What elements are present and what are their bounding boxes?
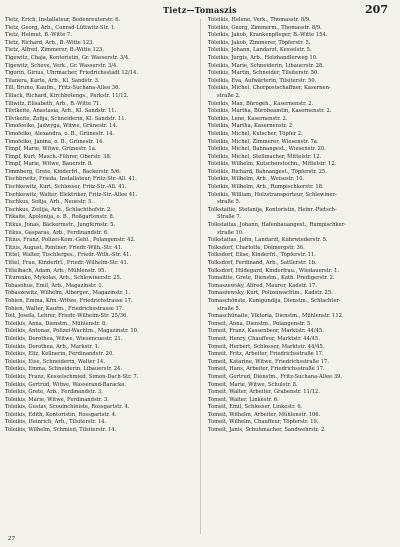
- directory-entry: Tittel, Frau, Kinderfrl., Friedr.-Wilhelm-Str. 41.: [5, 260, 129, 266]
- directory-entry: Tomaszewsky, Kurt, Polizeiwachtm., Kadstr. 25.: [208, 290, 333, 297]
- directory-entry: Toleikis, Johann, Landarzt, Kesselstr. 5.: [208, 47, 312, 54]
- directory-entry: Timpf, Marie, Witwe, Grünestr. 1a.: [5, 146, 97, 153]
- directory-entry: Tomaschönste, Kunigundija, Dienstm., Schlachter-: [208, 297, 341, 304]
- directory-entry: Tillack, Richard, Kirchbotengs., Parkstr. 11/12.: [5, 92, 129, 99]
- directory-entry: Toleikis, Gustav, Scouinchiniste, Rossgartstr. 4.: [5, 404, 130, 411]
- directory-entry: Tietz, Erich, Installateur, Bodenreuterstr. 6.: [5, 17, 121, 23]
- directory-entry: Toleikis, Richard, Bahnangest., Töpferstr. 25.: [208, 168, 327, 175]
- directory-entry: Toleikis, William, Holzstransporteur, Schlewiner-: [208, 191, 337, 198]
- left-column: [5, 17, 191, 435]
- directory-entry: Toleikis, Martha, Bürobeamtin, Kasernenstr. 2.: [208, 108, 332, 115]
- directory-entry: Tilanera, Karte, Arb., Kl. Sandstr. 3.: [5, 77, 100, 84]
- directory-entry: Tilvikeite, Zofija, Schneiderin, Kl. Sandstr. 11.: [5, 115, 127, 122]
- directory-entry: Tischkewitz, Kurt, Schlosser, Fritz-Str.-All. 41.: [5, 184, 127, 191]
- directory-entry: Toleikis, Eva, Aufwärterin, Tilsiterstr. 50.: [208, 77, 317, 84]
- page-number: 207: [365, 3, 388, 16]
- directory-entry-continuation: straße 5.: [217, 305, 241, 312]
- directory-entry: Tomeit, Walter, Linkestr. 6.: [208, 396, 279, 403]
- directory-entry: Tomeit, Marie, Witwe, Schulstr. 8.: [208, 381, 298, 388]
- directory-entry: Tomeit, Gertrud, Dienstm., Fritz-Suchana-Allee 39.: [208, 373, 343, 380]
- printer-signature: 27: [8, 536, 15, 542]
- directory-entry: Toleikis, Wilhelm, Kutscherstochn., Mittelstr. 12.: [208, 161, 337, 168]
- directory-entry: Tietz, Helmut, B.-Witte 7.: [5, 32, 72, 39]
- directory-entry: Toleikis, Helene, Verk., Thomasstr. 8/9.: [208, 17, 311, 23]
- directory-entry: Tobasohus, Emil, Arb., Magazinstr. 1.: [5, 282, 104, 289]
- directory-entry: Tietz, Georg, Arb., Conrad-Lüttwitz-Str. 1.: [5, 24, 116, 31]
- directory-entry: Toleikis, Emma, Schneiderin, Libauerstr. 24.: [5, 366, 122, 373]
- directory-entry: Toleikis, Jurgis, Arb., Holzhandlerweg 10.: [208, 54, 318, 61]
- directory-entry: Tobaszewitz, Wilhelm, Alberger., Magazinstr. 1.: [5, 290, 131, 297]
- right-column: [208, 17, 394, 435]
- directory-entry: Tolkstaitas, John, Landarzt, Kuhrwiederstr. 5.: [208, 237, 328, 244]
- directory-entry: Toleikis, Jakob, Zimmerer, Töpferstr. 5.: [208, 39, 311, 46]
- directory-entry: Tilvikeite, Anastasia, Arb., Kl. Sandstr. 11.: [5, 108, 117, 115]
- directory-entry: Tomeit, Janis, Schuhmacher, Sandwehrstr. 2.: [208, 427, 326, 434]
- directory-entry: Timofeiko, Janina, o. B., Grünestr. 14.: [5, 138, 104, 145]
- directory-entry: Tomeit, Hans, Arbeiter, Friedrichsstraße 17.: [208, 366, 325, 373]
- directory-entry: Timofeiko, Alexandra, o. B., Grünestr. 14.: [5, 130, 115, 137]
- directory-entry: Till, Bruno, Kaufm., Fritz-Suchana-Allee 36.: [5, 85, 121, 92]
- directory-entry: Titius, August, Rentner, Friedr.-Wilh.-Str. 41.: [5, 244, 123, 251]
- directory-entry: Titkaite, Apolonija, o. B., Roßgartenstr. 8.: [5, 214, 115, 221]
- directory-entry: Toleikis, Anna, Dienstm., Mühlenstr. 8.: [5, 320, 107, 327]
- directory-entry: Tigorin, Girius, Uhrmacher, Friedrichsstadt 12/14.: [5, 70, 138, 77]
- directory-entry: Tietz, Richard, Arb., B.-Witte 123.: [5, 39, 95, 46]
- directory-entry: Toleikis, Edith, Kontoristin, Rossgartstr. 4.: [5, 411, 117, 418]
- directory-entry: Tomaszewsky, Alfred, Maurer, Kadstr. 17.: [208, 282, 317, 289]
- directory-entry: Tomeit, Herbert, Schlosser, Marktstr. 44/45.: [208, 343, 325, 350]
- directory-entry: Tischbrwitz, Frieda, Installateur, Fritz-Str.-All. 41.: [5, 176, 137, 183]
- directory-entry: Toleikis, Martha, Kasernenstr. 2.: [208, 123, 294, 130]
- page-title: Tietz—Tomaszis: [163, 5, 237, 15]
- directory-entry: Toleikis, Dorothea, Witwe, Wiesencuestr. 21.: [5, 335, 123, 342]
- directory-entry: Tobien, Emma, Kfm.-Witwe, Friedrichstrasse 17.: [5, 297, 133, 304]
- directory-entry: Tischkewitz, Walter, Elektriker, Fritz-Str.-Allee 41.: [5, 191, 138, 198]
- directory-entry: Timmberg, Grete, Kinderfrl., Backerstr. 5/6.: [5, 168, 121, 175]
- directory-entry: Toleikis, Gertrud, Witwe, Wasserand-Baracke.: [5, 381, 126, 388]
- directory-entry: Toleikis, Jakob, Krankenpfleger, B.-Witte 154.: [208, 32, 328, 39]
- directory-entry: Tischkus, Zeilija, Arb., Schlachthofstr. 2.: [5, 206, 112, 213]
- directory-entry: Toleikis, Georg, Zimmerm., Thomasstr. 8/9.: [208, 24, 322, 31]
- directory-entry: Tigewitz, Scheve, Verk., Gr. Wasserstr. 3/4.: [5, 62, 118, 69]
- directory-entry: Toleikis, Michel, Bahnangest., Wiesenstr. 20.: [208, 146, 326, 153]
- directory-entry: Titkus, Gasparas, Arb., Ferdinandstr. 6.: [5, 229, 109, 236]
- directory-entry: Toleikis, Wilhelm, Schmied, Tilsiterstr. 14.: [5, 427, 117, 434]
- directory-entry: Toleikis, Grete, Arb., Ferdinandstr. 3.: [5, 389, 103, 396]
- directory-entry: Toleikis, Eliz, Kellnerin, Ferdinandstr. 20.: [5, 351, 114, 358]
- directory-entry: Titius, Franz, Polizei-Kom.-Gehl., Polangenstr. 42.: [5, 237, 136, 244]
- directory-entry: Tomeit, Wilhelm, Chauffeur, Töpferstr. 19.: [208, 419, 319, 426]
- directory-entry: Toleikis, Antonas, Polizei-Wachtm., Magazinstr. 10.: [5, 328, 139, 335]
- directory-entry: Tillwitz, Elisabeth, Arb., B.-Witte 71.: [5, 100, 102, 107]
- directory-entry: Tomeit, Henry, Chauffeur, Marktstr. 44/45.: [208, 335, 320, 342]
- directory-entry: Tittelbach, Adam, Arb., Mühlenstr. 95.: [5, 267, 107, 274]
- directory-entry-continuation: Straße 7.: [217, 214, 242, 221]
- directory-entry: Toleikis, Eise, Schneiderin, Walter 14.: [5, 358, 106, 365]
- page-header: [0, 3, 400, 17]
- directory-entry: Toleikis, Michel, Stellmacher, Mittelstr. 12.: [208, 153, 322, 160]
- directory-entry: Tolksdorf, Ferdinand, Arb., Sattlerstr. 1b.: [208, 260, 317, 266]
- directory-entry: Timpf, Marie, Witwe, Bauerstr. 8.: [5, 161, 93, 168]
- directory-entry: Toleikis, Franz, Kesselschmied, Simon-Dach-Str. 7.: [5, 373, 139, 380]
- directory-entry: Tolksdorf, Hildegard, Kinderfrau., Wiedauerstr. 1.: [208, 267, 340, 274]
- directory-entry: Titkus, Jonas, Bäckermstr., Jungfernstr. 5.: [5, 222, 116, 229]
- directory-entry: Toleikis, Heinrich, Arb., Tilsiterstr. 14.: [5, 419, 107, 426]
- directory-entry: Tolksdorf, Elise, Kinderfrl., Töpferstr. 11.: [208, 252, 316, 259]
- directory-entry: Tigewitz, Chaja, Kontoristin, Gr. Wasserstr. 3/4.: [5, 54, 130, 61]
- directory-entry: Toit, Josefa, Lehrer, Friedr.-Wilhelm-Str. 25/36.: [5, 313, 128, 320]
- directory-entry: Tomeit, Wilhelm, Arbeiter, Mühlenstr. 106.: [208, 411, 321, 418]
- directory-entry: Tittel, Walter, Tischlerges., Friedr.-Wilh.-Str. 41.: [5, 252, 132, 259]
- directory-entry: Titurenko, Mykolas, Arb., Schlewinerstr. 25.: [5, 275, 122, 282]
- directory-entry: Tomeit, Walter, Arbeiter, Grabenstr. 11/12.: [208, 389, 320, 396]
- directory-entry: Tomeit, Franz, Kassenbeor, Marktstr. 44/45.: [208, 328, 324, 335]
- directory-entry: Tomeit, Fritz, Arbeiter, Friedrichsstraße 17.: [208, 351, 324, 358]
- directory-entry: Tietz, Alfred, Zimmerer, B.-Witte 123.: [5, 47, 104, 54]
- directory-entry: Toleikis, Wilhelm, Arb., Weisestr. 10.: [208, 176, 305, 183]
- directory-entry: Tomeit, Katarine, Witwe, Friedrichsstraße 17.: [208, 358, 329, 365]
- directory-entry: Tolkstaitie, Stefanija, Kontoristin, Heinr.-Pietsch-: [208, 206, 337, 213]
- directory-entry-continuation: straße 10.: [217, 229, 244, 236]
- directory-entry: Timpf, Kurt, Masch.-Führer, Oberstr. 38.: [5, 153, 112, 160]
- directory-entry-continuation: straße 2.: [217, 92, 241, 99]
- directory-entry: Toleikis, Lene, Kasernenstr. 2.: [208, 115, 288, 122]
- column-divider: [200, 19, 201, 534]
- directory-entry: Timofeeiko, Jadwyga, Witwe, Grünestr. 14.: [5, 123, 118, 130]
- directory-entry: Toleikis, Martin, Schneider, Tilsiterstr. 50.: [208, 70, 320, 77]
- directory-entry: Tischkus, Sofija, Arb., Neuestr. 5.: [5, 199, 94, 206]
- directory-entry-continuation: straße 5.: [217, 199, 241, 206]
- directory-entry: Toleikis, Marie, Witwe, Ferdinandstr. 3.: [5, 396, 109, 403]
- directory-entry: Toleikis, Marie, Schneiderin, Libauerstr. 28.: [208, 62, 324, 69]
- directory-entry: Toleikis, Michel, Chorpostschaffner, Kasernen-: [208, 85, 331, 92]
- directory-entry: Tobien, Walter, Kaufm., Friedrichsstrasse 17.: [5, 305, 124, 312]
- directory-entry: Tomaschünaite, Viktoria, Dienstm., Mühlenstr. 112.: [208, 313, 344, 320]
- directory-entry: Tomaitite, Grete, Dienstm., Kath. Predigerstr. 2.: [208, 275, 335, 282]
- directory-entry: Tomeit, Emil, Schlosser, Linkestr. 6.: [208, 404, 303, 411]
- directory-entry: Toleikis, Dorothea, Arb., Markstr. 1.: [5, 343, 100, 350]
- directory-entry: Toleikis, Wilhelm, Arb., Rumpischkerstr. 18.: [208, 184, 324, 191]
- directory-entry: Toleikis, Max, Bürogeh., Kasernenstr. 2.: [208, 100, 314, 107]
- directory-entry: Tolkstaitas, Johann, Hafenbauangest., Rumpischker-: [208, 222, 346, 229]
- directory-entry: Tolksdorf, Charlotte, Dolmergstr. 36.: [208, 244, 305, 251]
- directory-entry: Toleikis, Michel, Kutscher, Töpfer 2.: [208, 130, 303, 137]
- directory-entry: Tomeit, Anna, Dienstm., Polangenstr. 5.: [208, 320, 313, 327]
- directory-entry: Toleikis, Michel, Zimmerer, Wiesenstr. 7a.: [208, 138, 319, 145]
